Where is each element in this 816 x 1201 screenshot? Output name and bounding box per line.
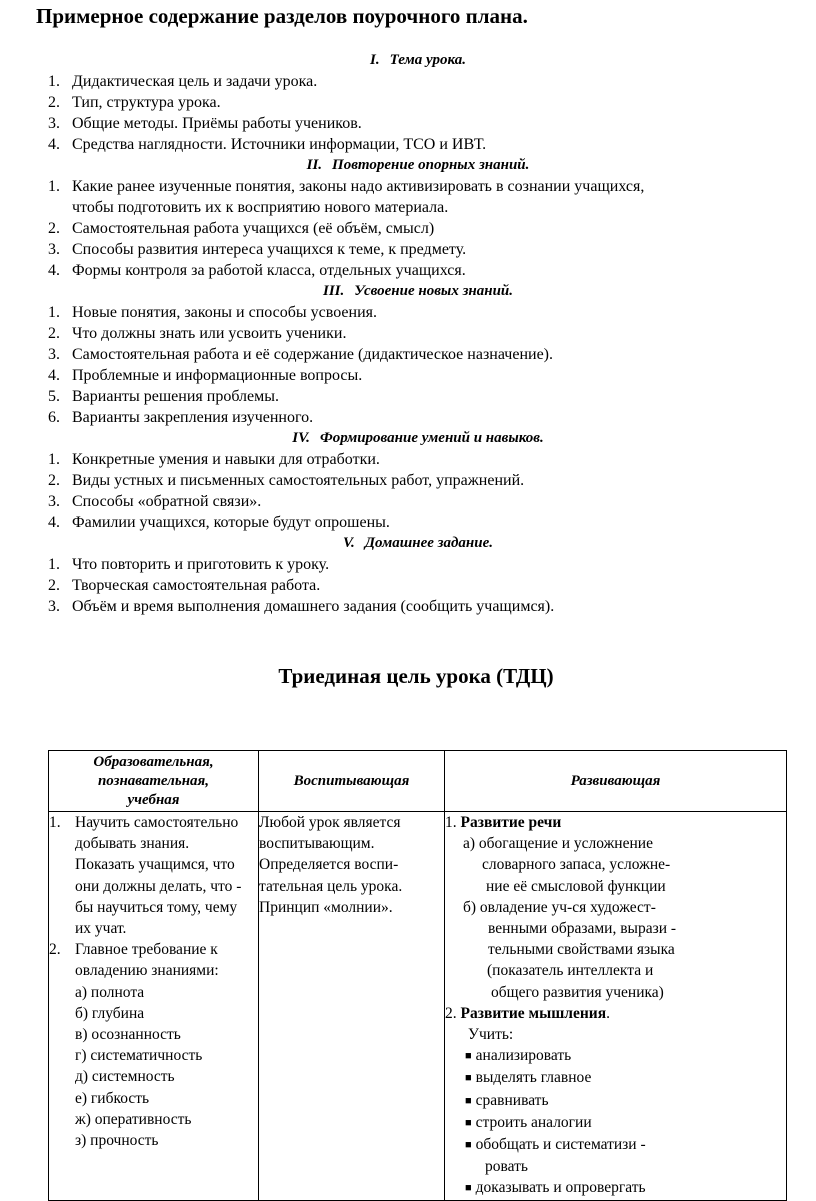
section-number: II. — [306, 157, 323, 173]
knowledge-requirement: з) прочность — [75, 1132, 159, 1150]
list-item-text: Фамилии учащихся, которые будут опрошены. — [72, 514, 390, 531]
heading-number: 2. — [445, 1004, 457, 1022]
section-number: I. — [370, 52, 380, 68]
goal-line: добывать знания. — [75, 835, 190, 853]
skill-bullet — [445, 1045, 786, 1067]
list-item-number: 3. — [48, 346, 60, 363]
list-item-text: Варианты решения проблемы. — [72, 388, 280, 405]
skill-text: обобщать и систематизи - — [475, 1136, 646, 1154]
speech-sub-b-cont: тельными свойствами языка — [488, 941, 675, 959]
upbringing-line: Определяется воспи- — [259, 856, 399, 874]
section-title: Усвоение новых знаний. — [354, 283, 514, 299]
square-bullet-icon: ■ — [465, 1182, 472, 1195]
skill-bullet — [445, 1090, 786, 1112]
knowledge-requirement: ж) оперативность — [75, 1110, 192, 1128]
tdc-table-header-row — [49, 751, 787, 812]
tdc-title: Триединая цель урока (ТДЦ) — [278, 664, 554, 688]
list-item-number: 2. — [48, 577, 60, 594]
header-upbringing: Воспитывающая — [259, 751, 445, 812]
list-item-number: 3. — [48, 493, 60, 510]
knowledge-requirement: д) системность — [75, 1068, 175, 1086]
list-item-text: Проблемные и информационные вопросы. — [72, 367, 363, 384]
upbringing-cell — [259, 812, 445, 1201]
square-bullet-icon: ■ — [465, 1116, 472, 1129]
goal-line: овладению знаниями: — [75, 962, 219, 980]
skill-text: анализировать — [475, 1047, 572, 1065]
list-item-text: Средства наглядности. Источники информации, ТСО и ИВТ. — [72, 136, 487, 153]
speech-sub-b-cont: общего развития ученика) — [491, 983, 664, 1001]
list-item-number: 2. — [48, 220, 60, 237]
list-item-number: 5. — [48, 388, 60, 405]
list-item-text: Новые понятия, законы и способы усвоения. — [72, 304, 377, 321]
speech-sub-a-cont: ние её смысловой функции — [486, 877, 666, 895]
speech-sub-a: а) обогащение и усложнение — [463, 835, 653, 853]
knowledge-requirement: б) глубина — [75, 1004, 145, 1022]
list-item-text: Формы контроля за работой класса, отдельных учащихся. — [72, 262, 466, 279]
skill-bullet — [445, 1134, 786, 1156]
skill-text: доказывать и опровергать — [475, 1179, 646, 1197]
upbringing-line: воспитывающим. — [259, 835, 375, 853]
section-number: IV. — [292, 430, 310, 446]
list-item-number: 1. — [48, 73, 60, 90]
list-item-number: 3. — [48, 115, 60, 132]
skill-text: сравнивать — [475, 1091, 549, 1109]
goal-number: 2. — [49, 941, 61, 959]
list-item-number: 4. — [48, 514, 60, 531]
heading-text: Развитие мышления — [460, 1004, 607, 1022]
list-item-text: Творческая самостоятельная работа. — [72, 577, 321, 594]
knowledge-requirement: г) систематичность — [75, 1047, 203, 1065]
list-item-number: 1. — [48, 304, 60, 321]
tdc-table-body-row — [49, 812, 787, 1201]
list-item-text: Объём и время выполнения домашнего задания (сообщить учащимся). — [72, 598, 555, 615]
list-item-number: 4. — [48, 262, 60, 279]
teach-label: Учить: — [468, 1026, 514, 1044]
skill-bullet — [445, 1067, 786, 1089]
knowledge-requirement: а) полнота — [75, 983, 145, 1001]
goal-line: Показать учащимся, что — [75, 856, 235, 874]
square-bullet-icon: ■ — [465, 1094, 472, 1107]
speech-sub-a-cont: словарного запаса, усложне- — [482, 856, 671, 874]
section-title: Формирование умений и навыков. — [319, 430, 544, 446]
section-number: V. — [342, 535, 355, 551]
skill-text: строить аналогии — [475, 1113, 592, 1131]
list-item-text: Способы развития интереса учащихся к теме, к предмету. — [72, 241, 467, 258]
educational-cell — [49, 812, 259, 1201]
heading-number: 1. — [445, 814, 457, 831]
list-item-text: Варианты закрепления изученного. — [72, 409, 314, 426]
list-item-number: 1. — [48, 178, 60, 195]
list-item-text: Конкретные умения и навыки для отработки. — [72, 451, 380, 468]
list-item-number: 3. — [48, 241, 60, 258]
list-item-text: Способы «обратной связи». — [72, 493, 262, 510]
list-item-number: 2. — [48, 94, 60, 111]
list-item-text: Самостоятельная работа учащихся (её объём, смысл) — [72, 220, 435, 237]
section-title: Повторение опорных знаний. — [332, 157, 530, 173]
speech-sub-b-cont: венными образами, вырази - — [488, 920, 677, 938]
goal-line: бы научиться тому, чему — [75, 898, 238, 916]
header-developing: Развивающая — [445, 751, 787, 812]
list-item-number: 1. — [48, 556, 60, 573]
goal-line: их учат. — [75, 920, 127, 938]
goal-line: они должны делать, что - — [75, 877, 242, 895]
list-item-text: Тип, структура урока. — [72, 94, 221, 111]
skill-bullet-cont: ровать — [485, 1158, 528, 1176]
knowledge-requirement: е) гибкость — [75, 1089, 150, 1107]
speech-sub-b-cont: (показатель интеллекта и — [487, 962, 654, 980]
section-number: III. — [322, 283, 345, 299]
developing-cell — [445, 812, 787, 1201]
square-bullet-icon: ■ — [465, 1072, 472, 1085]
numbered-goal — [49, 812, 258, 939]
knowledge-requirement: в) осознанность — [75, 1026, 181, 1044]
square-bullet-icon: ■ — [465, 1139, 472, 1152]
speech-sub-b: б) овладение уч-ся художест- — [463, 898, 656, 916]
numbered-goal — [49, 939, 258, 981]
list-item-number: 4. — [48, 367, 60, 384]
heading-dot: . — [606, 1004, 610, 1022]
skill-text: выделять главное — [475, 1069, 592, 1087]
skill-bullet — [445, 1112, 786, 1134]
goal-line: Научить самостоятельно — [75, 814, 239, 831]
thinking-development-heading — [445, 1003, 786, 1024]
list-item-number: 3. — [48, 598, 60, 615]
list-item-text: Что должны знать или усвоить ученики. — [72, 325, 347, 342]
heading-text: Развитие речи — [460, 814, 562, 831]
list-item-text: Самостоятельная работа и её содержание (дидактическое назначение). — [72, 346, 553, 363]
header-educational: Образовательная, познавательная, учебная — [49, 751, 259, 812]
list-item-number: 1. — [48, 451, 60, 468]
upbringing-line: тательная цель урока. — [259, 877, 403, 895]
section-title: Тема урока. — [389, 52, 466, 68]
list-item-text: Виды устных и письменных самостоятельных работ, упражнений. — [72, 472, 525, 489]
speech-development-heading — [445, 812, 786, 833]
list-item-continuation: чтобы подготовить их к восприятию нового материала. — [72, 199, 449, 216]
square-bullet-icon: ■ — [465, 1050, 472, 1063]
list-item-number: 2. — [48, 325, 60, 342]
list-item-text: Дидактическая цель и задачи урока. — [72, 73, 318, 90]
page-title: Примерное содержание разделов поурочного плана. — [36, 4, 528, 28]
list-item-text: Что повторить и приготовить к уроку. — [72, 556, 330, 573]
section-title: Домашнее задание. — [364, 535, 494, 551]
upbringing-line: Любой урок является — [259, 814, 401, 831]
goal-line: Главное требование к — [75, 941, 218, 959]
list-item-number: 6. — [48, 409, 60, 426]
tdc-block — [48, 0, 784, 1200]
goal-number: 1. — [49, 814, 61, 831]
skill-bullet — [445, 1177, 786, 1199]
list-item-number: 4. — [48, 136, 60, 153]
list-item-text: Какие ранее изученные понятия, законы надо активизировать в сознании учащихся, — [72, 178, 645, 195]
list-item-text: Общие методы. Приёмы работы учеников. — [72, 115, 362, 132]
upbringing-line: Принцип «молнии». — [259, 898, 393, 916]
list-item-number: 2. — [48, 472, 60, 489]
tdc-table — [48, 750, 787, 1201]
